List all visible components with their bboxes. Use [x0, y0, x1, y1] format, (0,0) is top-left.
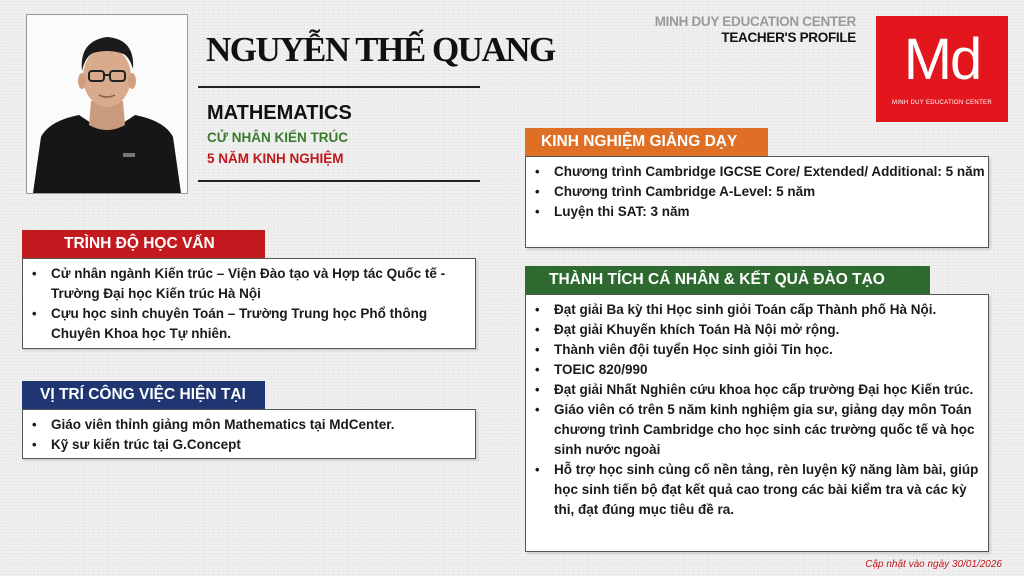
bullet-icon: •	[535, 362, 540, 377]
bullet-icon: •	[32, 437, 37, 452]
list-item-text: Kỹ sư kiến trúc tại G.Concept	[51, 437, 241, 452]
list-item-text: TOEIC 820/990	[554, 362, 648, 377]
list-item	[526, 360, 988, 380]
achievements-header: THÀNH TÍCH CÁ NHÂN & KẾT QUẢ ĐÀO TẠO	[525, 266, 930, 294]
position-list	[23, 415, 475, 455]
bullet-icon: •	[535, 342, 540, 357]
teaching-experience-list	[526, 162, 988, 222]
list-item-text: Đạt giải Ba kỳ thi Học sinh giỏi Toán cấp Thành phố Hà Nội.	[554, 302, 937, 317]
list-item-text: Giáo viên có trên 5 năm kinh nghiệm gia sư, giảng dạy môn Toán chương trình Cambridge cho học sinh các trường quốc tế và học sinh nước ngoài	[554, 402, 975, 457]
teacher-degree: CỬ NHÂN KIẾN TRÚC	[207, 130, 348, 145]
list-item-text: Thành viên đội tuyển Học sinh giỏi Tin học.	[554, 342, 833, 357]
position-header: VỊ TRÍ CÔNG VIỆC HIỆN TẠI	[22, 381, 265, 409]
teacher-subject: MATHEMATICS	[207, 102, 352, 124]
list-item	[526, 340, 988, 360]
bullet-icon: •	[535, 462, 540, 477]
position-box	[22, 409, 476, 459]
bullet-icon: •	[535, 164, 540, 179]
list-item-text: Giáo viên thỉnh giảng môn Mathematics tại MdCenter.	[51, 417, 395, 432]
list-item	[23, 415, 475, 435]
list-item-text: Chương trình Cambridge IGCSE Core/ Extended/ Additional: 5 năm	[554, 164, 985, 179]
bullet-icon: •	[535, 204, 540, 219]
list-item	[526, 460, 988, 520]
list-item	[526, 400, 988, 460]
brand-center-name: MINH DUY EDUCATION CENTER	[654, 14, 856, 29]
achievements-box	[525, 294, 989, 552]
list-item	[526, 182, 988, 202]
list-item-text: Cựu học sinh chuyên Toán – Trường Trung học Phổ thông Chuyên Khoa học Tự nhiên.	[51, 306, 428, 341]
bullet-icon: •	[32, 417, 37, 432]
logo-mark: Md	[903, 27, 981, 92]
bullet-icon: •	[535, 302, 540, 317]
list-item-text: Chương trình Cambridge A-Level: 5 năm	[554, 184, 816, 199]
list-item	[526, 162, 988, 182]
achievements-list	[526, 300, 988, 520]
divider-bottom	[198, 180, 480, 182]
education-header: TRÌNH ĐỘ HỌC VẤN	[22, 230, 265, 258]
education-box	[22, 258, 476, 349]
list-item	[23, 435, 475, 455]
list-item	[526, 300, 988, 320]
teaching-experience-box	[525, 156, 989, 248]
list-item	[526, 202, 988, 222]
teacher-name: NGUYỄN THẾ QUANG	[206, 30, 555, 69]
list-item	[23, 304, 475, 344]
list-item-text: Hỗ trợ học sinh củng cố nền tảng, rèn luyện kỹ năng làm bài, giúp học sinh tiến bộ đạt kết quả cao trong các bài kiểm tra và các kỳ thi, đạt đúng mục tiêu đề ra.	[554, 462, 979, 517]
bullet-icon: •	[32, 266, 37, 281]
list-item	[526, 320, 988, 340]
list-item	[526, 380, 988, 400]
bullet-icon: •	[535, 322, 540, 337]
bullet-icon: •	[535, 402, 540, 417]
brand-logo	[876, 16, 1008, 122]
teacher-portrait-image	[27, 15, 187, 193]
list-item	[23, 264, 475, 304]
list-item-text: Luyện thi SAT: 3 năm	[554, 204, 690, 219]
divider-top	[198, 86, 480, 88]
updated-date: Cập nhật vào ngày 30/01/2026	[865, 559, 1002, 570]
list-item-text: Cử nhân ngành Kiến trúc – Viện Đào tạo và Hợp tác Quốc tế - Trường Đại học Kiến trúc Hà Nội	[51, 266, 446, 301]
list-item-text: Đạt giải Khuyến khích Toán Hà Nội mở rộng.	[554, 322, 840, 337]
brand-profile-title: TEACHER'S PROFILE	[721, 30, 856, 45]
teacher-photo	[26, 14, 188, 194]
logo-subtitle: MINH DUY EDUCATION CENTER	[892, 100, 992, 106]
bullet-icon: •	[535, 184, 540, 199]
teacher-experience-years: 5 NĂM KINH NGHIỆM	[207, 151, 344, 166]
bullet-icon: •	[32, 306, 37, 321]
teaching-experience-header: KINH NGHIỆM GIẢNG DẠY	[525, 128, 768, 156]
bullet-icon: •	[535, 382, 540, 397]
list-item-text: Đạt giải Nhất Nghiên cứu khoa học cấp trường Đại học Kiến trúc.	[554, 382, 974, 397]
education-list	[23, 264, 475, 344]
